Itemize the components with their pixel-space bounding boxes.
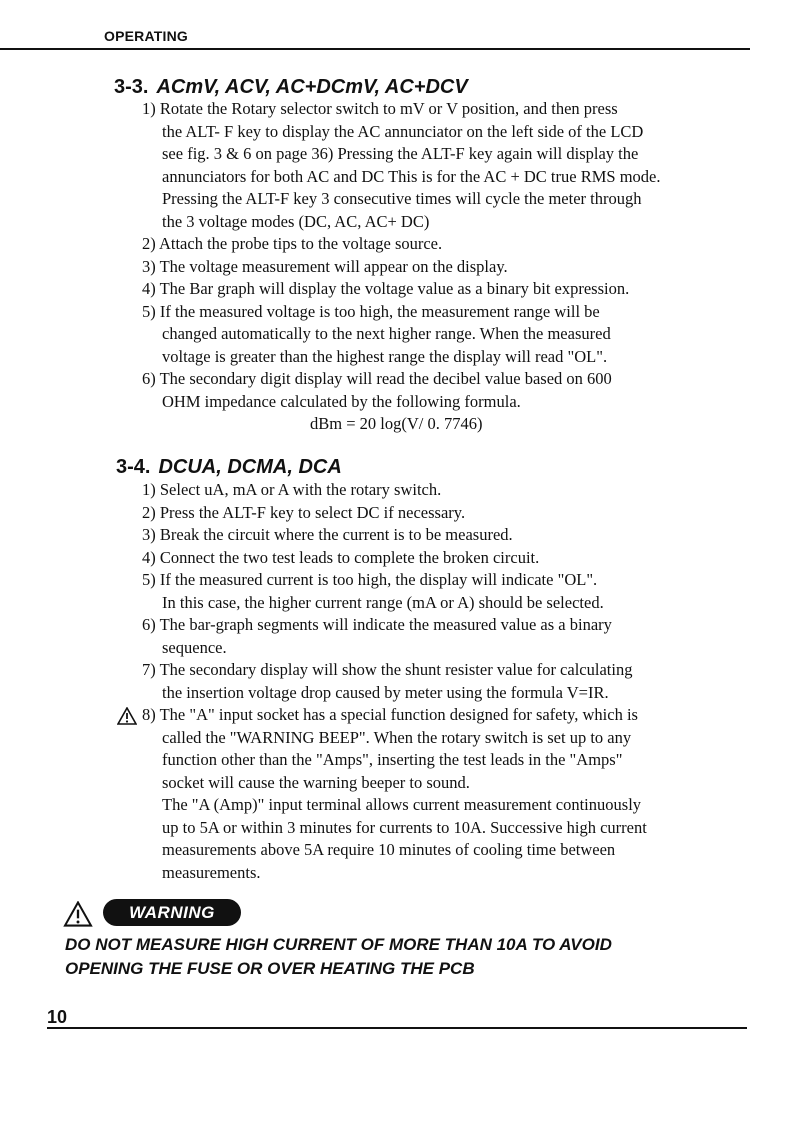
step-line: 4) Connect the two test leads to complete the broken circuit. [142, 547, 540, 567]
step-line: 6) The bar-graph segments will indicate the measured value as a binary [142, 615, 612, 634]
page-number: 10 [47, 1007, 68, 1027]
header-label: OPERATING [104, 28, 188, 44]
step-line: function other than the "Amps", inserting the test leads in the "Amps" [162, 750, 623, 769]
step-line: Pressing the ALT-F key 3 consecutive times will cycle the meter through [162, 189, 642, 208]
section-title-3-3 [114, 76, 468, 99]
step-item [142, 502, 742, 525]
step-line: socket will cause the warning beeper to sound. [162, 772, 470, 792]
step-line: 5) If the measured voltage is too high, the measurement range will be [142, 301, 600, 321]
step-line: sequence. [162, 637, 227, 657]
warning-line: OPENING THE FUSE OR OVER HEATING THE PCB [65, 959, 475, 978]
step-line: voltage is greater than the highest range the display will read "OL". [162, 346, 608, 366]
step-item [142, 98, 742, 233]
step-line: changed automatically to the next higher range. When the measured [162, 324, 611, 343]
footer-rule [47, 1027, 747, 1029]
steps-list-3-3 [142, 98, 742, 436]
step-item [142, 233, 742, 256]
section-heading: ACmV, ACV, AC+DCmV, AC+DCV [156, 76, 468, 98]
step-line: measurements above 5A require 10 minutes of cooling time between [162, 840, 616, 859]
step-line: 2) Attach the probe tips to the voltage source. [142, 234, 443, 253]
step-item [142, 256, 742, 279]
step-line: called the "WARNING BEEP". When the rotary switch is set up to any [162, 727, 632, 747]
step-item [142, 569, 742, 614]
step-line: OHM impedance calculated by the following formula. [162, 391, 521, 411]
step-line: 5) If the measured current is too high, the display will indicate "OL". [142, 570, 598, 589]
step-line: measurements. [162, 862, 261, 882]
step-line: 3) The voltage measurement will appear on the display. [142, 256, 508, 276]
section-number: 3-3. [114, 76, 149, 98]
warning-text [65, 933, 765, 981]
section-heading: DCUA, DCMA, DCA [158, 456, 342, 478]
formula: dBm = 20 log(V/ 0. 7746) [310, 414, 483, 433]
step-item [142, 659, 742, 704]
step-line: 3) Break the circuit where the current is to be measured. [142, 525, 513, 544]
step-line: 7) The secondary display will show the shunt resister value for calculating [142, 660, 633, 679]
header-rule [0, 48, 750, 50]
step-item [142, 704, 742, 884]
step-line: The "A (Amp)" input terminal allows current measurement continuously [162, 795, 642, 814]
step-line: see fig. 3 & 6 on page 36) Pressing the ALT-F key again will display the [162, 144, 639, 163]
step-line: In this case, the higher current range (mA or A) should be selected. [162, 592, 604, 612]
step-line: 6) The secondary digit display will read the decibel value based on 600 [142, 369, 612, 388]
step-item [142, 524, 742, 547]
step-line: 4) The Bar graph will display the voltage value as a binary bit expression. [142, 279, 630, 298]
caution-triangle-icon [117, 707, 137, 725]
step-line: 1) Select uA, mA or A with the rotary switch. [142, 480, 442, 499]
step-item [142, 614, 742, 659]
step-item [142, 278, 742, 301]
steps-list-3-4 [142, 479, 742, 884]
step-item [142, 547, 742, 570]
step-item [142, 479, 742, 502]
step-line: 1) Rotate the Rotary selector switch to mV or V position, and then press [142, 99, 618, 118]
warning-line: DO NOT MEASURE HIGH CURRENT OF MORE THAN 10A TO AVOID [65, 935, 612, 954]
warning-triangle-icon [63, 901, 93, 927]
section-title-3-4 [116, 456, 342, 479]
step-line: 2) Press the ALT-F key to select DC if necessary. [142, 502, 466, 522]
step-item [142, 301, 742, 369]
section-number: 3-4. [116, 456, 151, 478]
step-line: the 3 voltage modes (DC, AC, AC+ DC) [162, 211, 430, 231]
step-line: annunciators for both AC and DC This is for the AC + DC true RMS mode. [162, 166, 661, 186]
step-item [142, 368, 742, 436]
warning-badge: WARNING [103, 899, 241, 926]
step-line: the ALT- F key to display the AC annunciator on the left side of the LCD [162, 121, 644, 141]
step-line: the insertion voltage drop caused by meter using the formula V=IR. [162, 682, 609, 702]
step-line: up to 5A or within 3 minutes for currents to 10A. Successive high current [162, 817, 647, 837]
step-line: 8) The "A" input socket has a special function designed for safety, which is [142, 705, 638, 724]
